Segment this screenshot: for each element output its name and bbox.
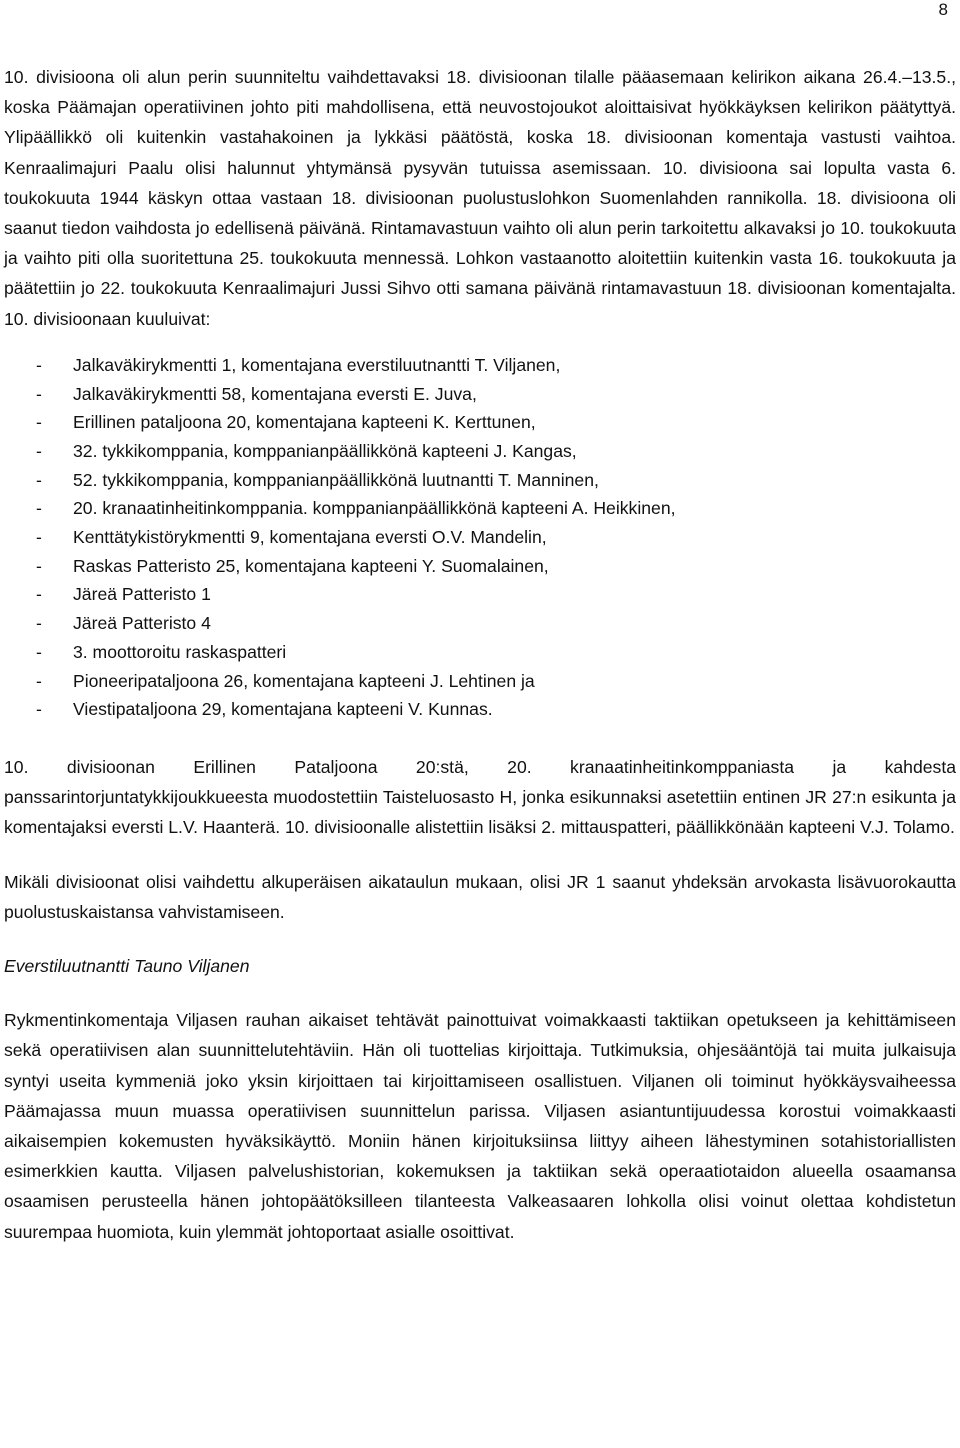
page-number: 8	[938, 0, 948, 19]
paragraph-viljanen: Rykmentinkomentaja Viljasen rauhan aikaiset tehtävät painottuivat voimakkaasti taktiikan opetukseen ja kehittämiseen sekä operatiivisen alan suunnittelutehtäviin. Hän oli tuottelias kirjoittaja. Tutkimuksia, ohjesääntöjä tai muita julkaisuja syntyi useita kymmeniä joko yksin kirjoittaen tai kirjoittamiseen osallistuen. Viljanen oli toiminut hyökkäysvaiheessa Päämajassa muun muassa operatiivisen suunnittelun parissa. Viljasen asiantuntijuudessa korostui voimakkaasti aikaisempien kokemusten hyväksikäyttö. Moniin hänen kirjoituksiinsa liittyy aiheen lähestyminen sotahistoriallisten esimerkkien kautta. Viljasen palvelushistorian, kokemuksen ja taktiikan sekä operaatiotaidon alueella osaamansa osaamisen perusteella hänen johtopäätöksilleen tilanteesta Valkeasaaren lohkolla olisi voinut olettaa kohdistetun suurempaa huomiota, kuin ylemmät johtoportaat asialle osoittivat.	[4, 1010, 956, 1242]
list-item: - 52. tykkikomppania, komppanianpäällikkönä luutnantti T. Manninen,	[4, 466, 956, 495]
paragraph-schedule: Mikäli divisioonat olisi vaihdettu alkuperäisen aikataulun mukaan, olisi JR 1 saanut yhdeksän arvokasta lisävuorokautta puolustuskaistansa vahvistamiseen.	[4, 871, 956, 922]
list-item: - 3. moottoroitu raskaspatteri	[4, 638, 956, 667]
list-item: - Jalkaväkirykmentti 1, komentajana everstiluutnantti T. Viljanen,	[4, 351, 956, 380]
document-body	[4, 62, 956, 1247]
list-item: - 32. tykkikomppania, komppanianpäällikkönä kapteeni J. Kangas,	[4, 437, 956, 466]
list-item: - Jalkaväkirykmentti 58, komentajana eversti E. Juva,	[4, 380, 956, 409]
list-item: - Raskas Patteristo 25, komentajana kapteeni Y. Suomalainen,	[4, 552, 956, 581]
list-item: - Viestipataljoona 29, komentajana kapteeni V. Kunnas.	[4, 695, 956, 724]
list-item: - Järeä Patteristo 4	[4, 609, 956, 638]
list-item: - Järeä Patteristo 1	[4, 580, 956, 609]
section-heading: Everstiluutnantti Tauno Viljanen	[4, 955, 250, 976]
list-item: - Kenttätykistörykmentti 9, komentajana eversti O.V. Mandelin,	[4, 523, 956, 552]
list-item: - Erillinen pataljoona 20, komentajana kapteeni K. Kerttunen,	[4, 408, 956, 437]
list-item: - Pioneeripataljoona 26, komentajana kapteeni J. Lehtinen ja	[4, 667, 956, 696]
list-item: - 20. kranaatinheitinkomppania. komppanianpäällikkönä kapteeni A. Heikkinen,	[4, 494, 956, 523]
paragraph-battle-group-h: 10. divisioonan Erillinen Pataljoona 20:stä, 20. kranaatinheitinkomppaniasta ja kahdesta panssarintorjuntatykkijoukkueesta muodostettiin Taisteluosasto H, jonka esikunnaksi asetettiin entinen JR 27:n esikunta ja komentajaksi eversti L.V. Haanterä. 10. divisioonalle alistettiin lisäksi 2. mittauspatteri, päällikkönään kapteeni V.J. Tolamo.	[4, 756, 956, 838]
unit-list	[4, 351, 956, 724]
paragraph-division-swap: 10. divisioona oli alun perin suunniteltu vaihdettavaksi 18. divisioonan tilalle pääasemaan kelirikon aikana 26.4.–13.5., koska Päämajan operatiivinen johto piti mahdollisena, että neuvostojoukot aloittaisivat hyökkäyksen kelirikon päätyttyä. Ylipäällikkö oli kuitenkin vastahakoinen ja lykkäsi päätöstä, koska 18. divisioonan komentaja vastusti vaihtoa. Kenraalimajuri Paalu olisi halunnut yhtymänsä pysyvän tutuissa asemissaan. 10. divisioona sai lopulta vasta 6. toukokuuta 1944 käskyn ottaa vastaan 18. divisioonan puolustuslohkon Suomenlahden rannikolla. 18. divisioona oli saanut tiedon vaihdosta jo edellisenä päivänä. Rintamavastuun vaihto oli alun perin tarkoitettu alkavaksi jo 10. toukokuuta ja vaihto piti olla suoritettuna 25. toukokuuta mennessä. Lohkon vastaanotto aloitettiin kuitenkin vasta 16. toukokuuta ja päätettiin jo 22. toukokuuta Kenraalimajuri Jussi Sihvo otti samana päivänä rintamavastuun 18. divisioonan komentajalta. 10. divisioonaan kuuluivat:	[4, 67, 956, 329]
